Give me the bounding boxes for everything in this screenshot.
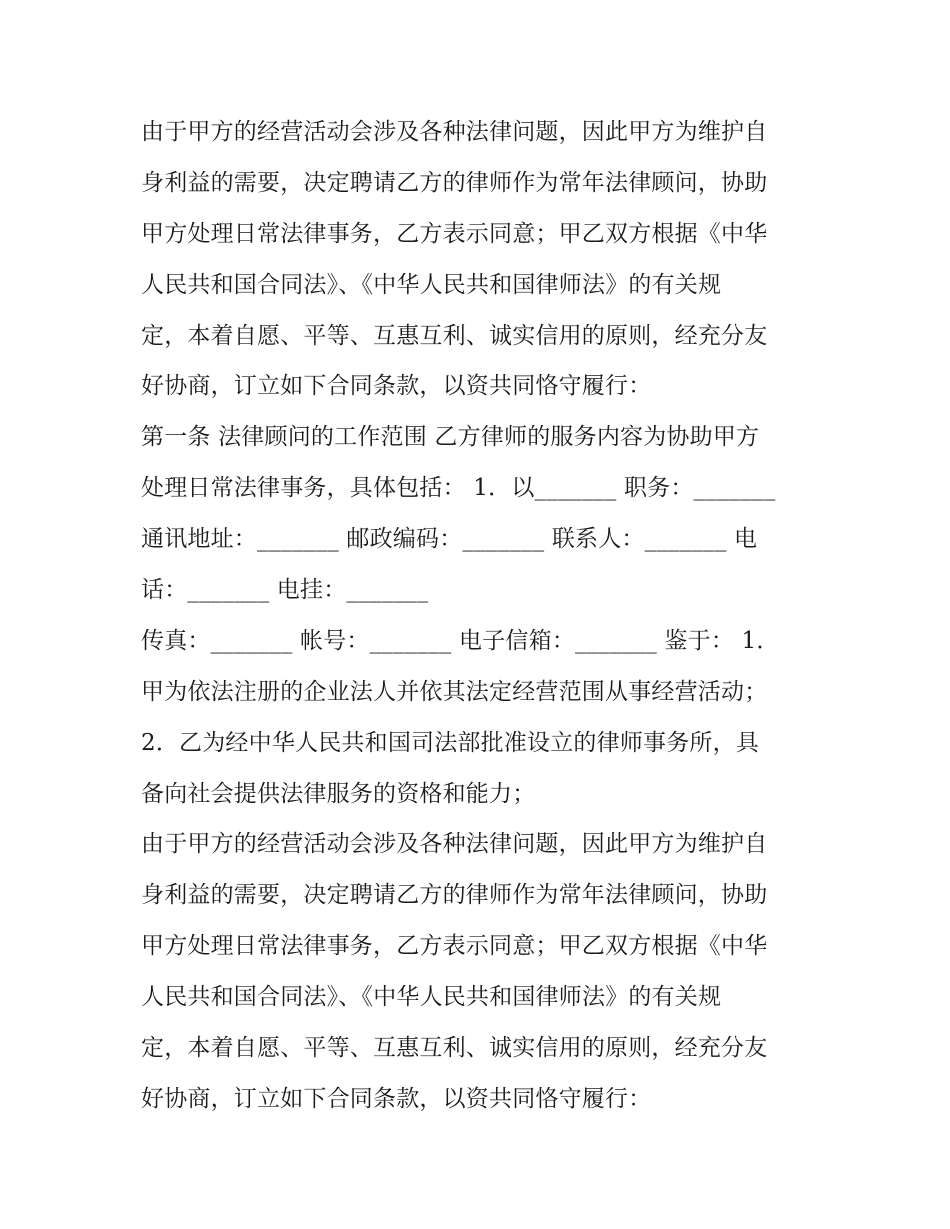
text-line-1: 由于甲方的经营活动会涉及各种法律问题，因此甲方为维护自: [141, 119, 768, 145]
text-line-3: 甲方处理日常法律事务，乙方表示同意；甲乙双方根据《中华: [141, 220, 768, 247]
contract-text-body: [141, 107, 821, 1125]
text-line-19: 定，本着自愿、平等、互惠互利、诚实信用的原则，经充分友: [141, 1035, 768, 1062]
text-line-15: 由于甲方的经营活动会涉及各种法律问题，因此甲方为维护自: [141, 831, 768, 858]
text-line-4: 人民共和国合同法》、《中华人民共和国律师法》的有关规: [141, 271, 722, 298]
text-line-20: 好协商，订立如下合同条款，以资共同恪守履行：: [141, 1085, 652, 1112]
text-line-6: 好协商，订立如下合同条款，以资共同恪守履行：: [141, 373, 652, 400]
text-line-17: 甲方处理日常法律事务，乙方表示同意；甲乙双方根据《中华: [141, 933, 768, 960]
text-line-18: 人民共和国合同法》、《中华人民共和国律师法》的有关规: [141, 984, 722, 1011]
text-line-5: 定，本着自愿、平等、互惠互利、诚实信用的原则，经充分友: [141, 322, 768, 349]
text-line-9: 通讯地址：_______ 邮政编码：_______ 联系人：_______ 电: [141, 526, 758, 553]
text-line-2: 身利益的需要，决定聘请乙方的律师作为常年法律顾问，协助: [141, 169, 768, 196]
text-line-11: 传真：_______ 帐号：_______ 电子信箱：_______ 鉴于： 1．: [141, 627, 780, 654]
text-line-16: 身利益的需要，决定聘请乙方的律师作为常年法律顾问，协助: [141, 882, 768, 909]
text-line-12: 甲为依法注册的企业法人并依其法定经营范围从事经营活动；: [141, 678, 768, 705]
text-line-8: 处理日常法律事务，具体包括： 1．以_______ 职务：_______: [141, 475, 776, 502]
text-line-7: 第一条 法律顾问的工作范围 乙方律师的服务内容为协助甲方: [141, 424, 760, 451]
text-line-13: 2．乙为经中华人民共和国司法部批准设立的律师事务所，具: [141, 729, 760, 756]
text-line-10: 话：_______ 电挂：_______: [141, 577, 429, 604]
text-line-14: 备向社会提供法律服务的资格和能力；: [141, 780, 536, 807]
